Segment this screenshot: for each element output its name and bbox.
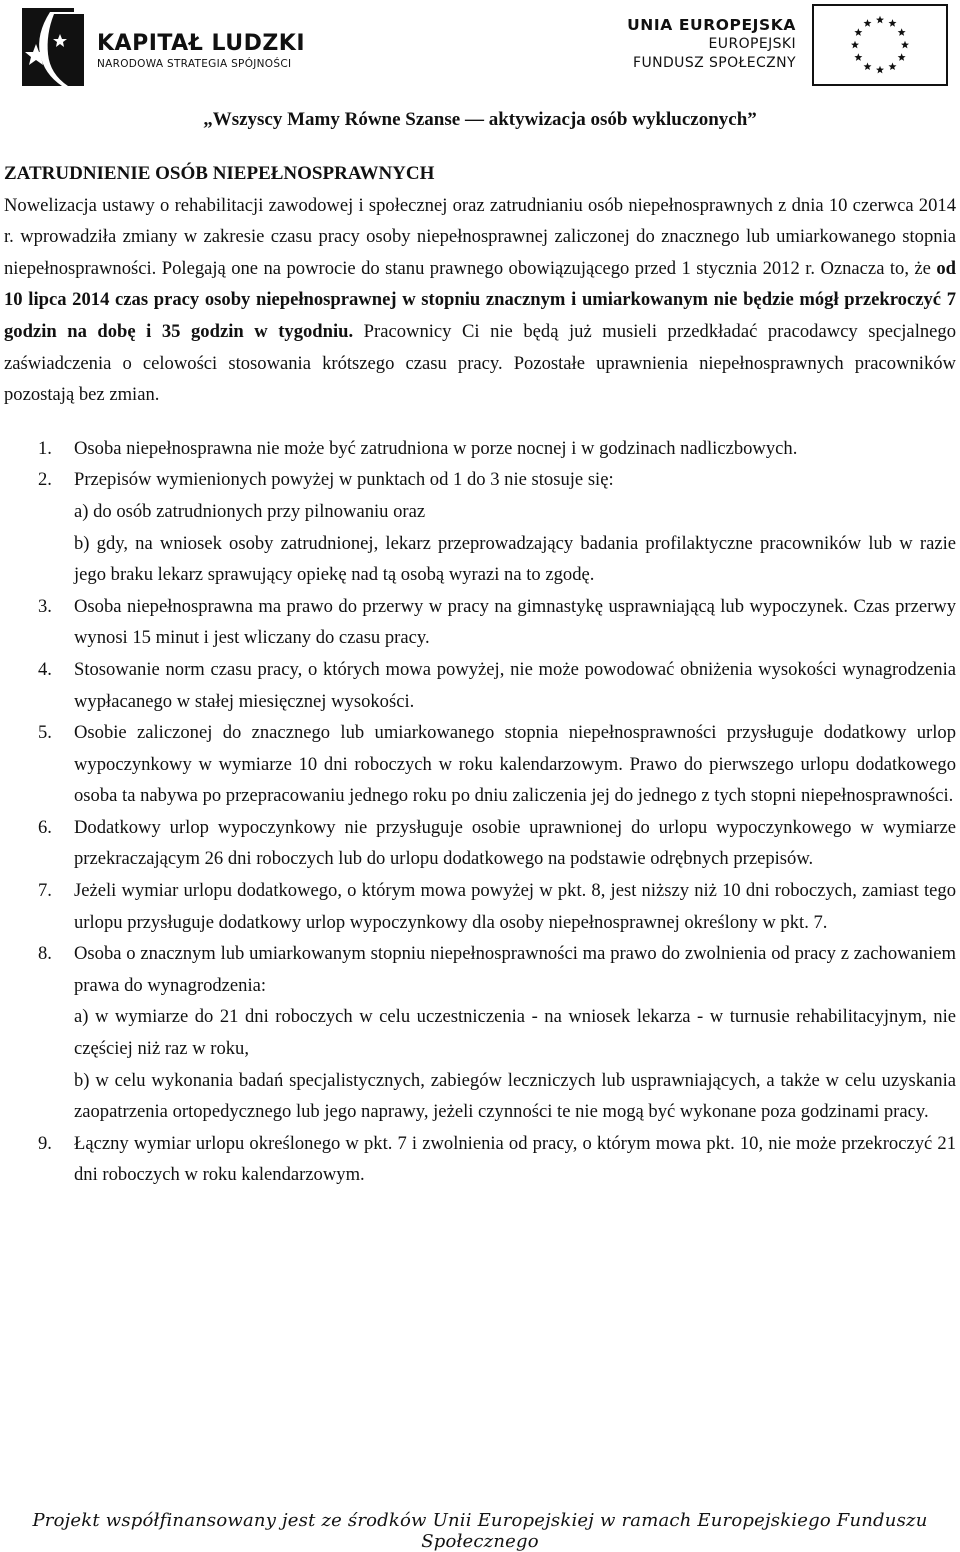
item-number: 2. bbox=[38, 469, 52, 491]
list-item bbox=[4, 654, 956, 717]
item-text: Osoba niepełnosprawna nie może być zatrudniona w porze nocnej i w godzinach nadliczbowych. bbox=[74, 437, 798, 459]
item-sub-a: a) w wymiarze do 21 dni roboczych w celu uczestniczenia - na wniosek lekarza - w turnusie rehabilitacyjnym, nie częściej niż raz w roku, bbox=[74, 1006, 956, 1060]
item-text: Jeżeli wymiar urlopu dodatkowego, o którym mowa powyżej w pkt. 8, jest niższy niż 10 dni roboczych, zamiast tego urlopu przysługuje dodatkowy urlop wypoczynkowy dla osoby niepełnosprawnej określony w pkt. 7. bbox=[74, 880, 956, 933]
kapital-ludzki-subtitle: NARODOWA STRATEGIA SPÓJNOŚCI bbox=[97, 58, 292, 70]
eu-star-icon bbox=[876, 66, 884, 74]
eu-star-icon bbox=[898, 53, 906, 61]
intro-text-1: Nowelizacja ustawy o rehabilitacji zawodowej i społecznej oraz zatrudnianiu osób niepełnosprawnych z dnia 10 czerwca 2014 r. wprowadziła zmiany w zakresie czasu pracy osoby niepełnosprawnej zaliczonej do znacznego lub umiarkowanego stopnia niepełnosprawności. Polegają one na powrocie do stanu prawnego obowiązującego przed 1 stycznia 2012 r. Oznacza to, że bbox=[4, 194, 956, 279]
item-number: 9. bbox=[38, 1132, 52, 1154]
eu-star-icon bbox=[854, 53, 862, 61]
item-text: Stosowanie norm czasu pracy, o których mowa powyżej, nie może powodować obniżenia wysokości wynagrodzenia wypłacanego w stałej miesięcznej wysokości. bbox=[74, 658, 956, 712]
list-item bbox=[4, 433, 956, 465]
item-sub-a: a) do osób zatrudnionych przy pilnowaniu oraz bbox=[74, 500, 426, 522]
page-header bbox=[0, 0, 960, 95]
eu-line-1: UNIA EUROPEJSKA bbox=[627, 16, 796, 34]
kapital-ludzki-wordmark bbox=[97, 32, 305, 70]
item-text: Osoba niepełnosprawna ma prawo do przerwy w pracy na gimnastykę usprawniającą lub wypoczynek. Czas przerwy wynosi 15 minut i jest wliczany do czasu pracy. bbox=[74, 595, 956, 649]
list-item bbox=[4, 812, 956, 875]
eu-star-icon bbox=[864, 62, 872, 70]
item-sub-b: b) gdy, na wniosek osoby zatrudnionej, lekarz przeprowadzający badania profilaktyczne pracowników lub w razie jego braku lekarz sprawujący opiekę nad tą osobą wyrazi na to zgodę. bbox=[74, 532, 956, 586]
eu-star-icon bbox=[898, 28, 906, 36]
list-item bbox=[4, 1128, 956, 1191]
eu-line-3: FUNDUSZ SPOŁECZNY bbox=[633, 55, 796, 71]
item-text: Dodatkowy urlop wypoczynkowy nie przysługuje osobie uprawnionej do urlopu wypoczynkowego w wymiarze przekraczającym 26 dni roboczych lub do urlopu dodatkowego na podstawie odrębnych przepisów. bbox=[74, 816, 956, 870]
document-body bbox=[4, 158, 956, 1191]
item-number: 3. bbox=[38, 595, 52, 617]
list-item bbox=[4, 717, 956, 812]
eu-star-icon bbox=[889, 62, 897, 70]
list-item bbox=[4, 591, 956, 654]
intro-bold-text: od 10 lipca 2014 czas pracy osoby niepełnosprawnej w stopniu znacznym i umiarkowanym nie będzie mógł przekroczyć 7 godzin na dobę i 35 godzin w tygodniu. bbox=[4, 257, 956, 342]
footer-note: Projekt współfinansowany jest ze środków Unii Europejskiej w ramach Europejskiego Funduszu Społecznego bbox=[32, 1510, 928, 1552]
project-title: „Wszyscy Mamy Równe Szanse — aktywizacja osób wykluczonych” bbox=[203, 109, 757, 130]
intro-text-2: Pracownicy Ci nie będą już musieli przedkładać pracodawcy specjalnego zaświadczenia o celowości stosowania krótszego czasu pracy. Pozostałe uprawnienia niepełnosprawnych pracowników pozostają bez zmian. bbox=[4, 320, 956, 406]
kapital-ludzki-logo bbox=[14, 4, 88, 90]
item-number: 8. bbox=[38, 943, 52, 965]
eu-flag-icon bbox=[812, 4, 948, 86]
list-item bbox=[4, 464, 956, 590]
eu-star-icon bbox=[901, 41, 909, 49]
eu-star-icon bbox=[851, 41, 859, 49]
item-number: 6. bbox=[38, 816, 52, 838]
item-sub-b: b) w celu wykonania badań specjalistycznych, zabiegów leczniczych lub usprawniających, a także w celu uzyskania zaopatrzenia ortopedycznego lub jego naprawy, jeżeli czynności te nie mogą być wykonane poza godzinami pracy. bbox=[74, 1069, 956, 1123]
item-number: 4. bbox=[38, 658, 52, 680]
section-heading: ZATRUDNIENIE OSÓB NIEPEŁNOSPRAWNYCH bbox=[4, 163, 435, 184]
item-number: 1. bbox=[38, 437, 52, 459]
kapital-ludzki-title: KAPITAŁ LUDZKI bbox=[97, 31, 306, 56]
eu-star-icon bbox=[864, 19, 872, 27]
list-item bbox=[4, 875, 956, 938]
list-item bbox=[4, 938, 956, 1128]
item-number: 5. bbox=[38, 722, 52, 744]
eu-star-icon bbox=[889, 19, 897, 27]
eu-star-icon bbox=[876, 16, 884, 24]
item-text: Osoba o znacznym lub umiarkowanym stopniu niepełnosprawności ma prawo do zwolnienia od pracy z zachowaniem prawa do wynagrodzenia: bbox=[74, 943, 956, 996]
intro-paragraph bbox=[4, 190, 956, 411]
eu-star-icon bbox=[854, 28, 862, 36]
eu-line-2: EUROPEJSKI bbox=[708, 36, 796, 52]
points-list bbox=[4, 433, 956, 1191]
item-text: Osobie zaliczonej do znacznego lub umiarkowanego stopnia niepełnosprawności przysługuje dodatkowy urlop wypoczynkowy w wymiarze 10 dni roboczych w roku kalendarzowym. Prawo do pierwszego urlopu dodatkowego osoba ta nabywa po przepracowaniu jednego roku po dniu zaliczenia jej do jednego z tych stopni niepełnosprawności. bbox=[74, 722, 956, 807]
item-number: 7. bbox=[38, 880, 52, 902]
item-text: Łączny wymiar urlopu określonego w pkt. 7 i zwolnienia od pracy, o którym mowa pkt. 10, nie może przekroczyć 21 dni roboczych w roku kalendarzowym. bbox=[74, 1132, 956, 1186]
eu-wordmark bbox=[627, 16, 796, 73]
item-text: Przepisów wymienionych powyżej w punktach od 1 do 3 nie stosuje się: bbox=[74, 469, 614, 491]
